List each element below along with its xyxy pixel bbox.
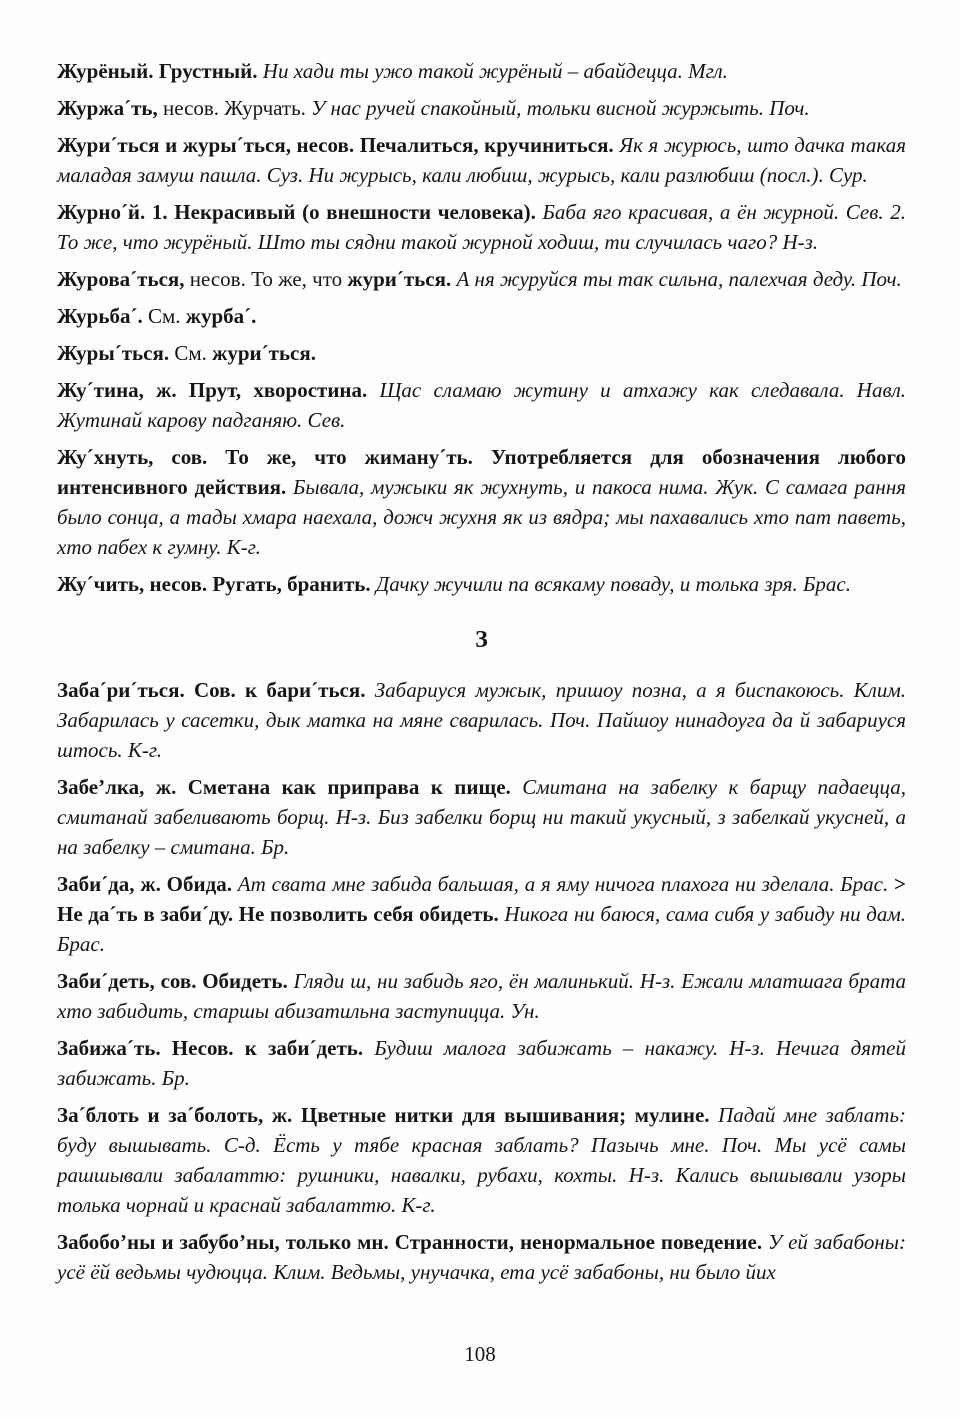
section-letter: З <box>475 627 488 653</box>
entry-segment: Жу´тина, ж. Прут, хворостина. <box>57 378 380 402</box>
entry-segment: За´блоть и за´болоть, ж. Цветные нитки для вышивания; мулине. <box>57 1103 719 1127</box>
entry-segment: Щас сламаю жутину и атхажу как следавала. Навл. Жутинай карову падганяю. Сев. <box>57 378 906 432</box>
entry-segment: Никога ни баюся, сама сибя у забиду ни дам. Брас. <box>57 902 906 956</box>
dictionary-entry <box>57 375 906 435</box>
entry-segment: Ат свата мне забида бальшая, а я яму ничога плахога ни зделала. Брас. <box>237 872 895 896</box>
entry-segment: Жу´хнуть, сов. То же, что жиману´ть. Употребляется для обозначения любого интенсивного действия. <box>57 445 906 499</box>
dictionary-entry <box>57 569 906 599</box>
entry-segment: Баба яго красивая, а ён журной. Сев. 2. То же, что журёный. Што ты сядни такой журной ходиш, ти случилась чаго? Н-з. <box>57 200 907 254</box>
entry-segment: А ня журуйся ты так сильна, палехчая деду. Поч. <box>456 267 902 291</box>
entry-segment: Дачку жучили па всякаму поваду, и толька зря. Брас. <box>375 572 851 596</box>
entry-segment: Забобо’ны и забубо’ны, только мн. Странности, ненормальное поведение. <box>57 1230 769 1254</box>
entry-segment: Журова´ться, <box>57 267 190 291</box>
entry-segment: Заба´ри´ться. Сов. к бари´ться. <box>57 678 375 702</box>
entry-segment: жури´ться. <box>347 267 457 291</box>
dictionary-entry <box>57 442 906 562</box>
entry-segment: Журёный. Грустный. <box>57 59 263 83</box>
dictionary-entry <box>57 1033 906 1093</box>
entry-segment: Журы´ться. <box>57 341 175 365</box>
entry-segment: См. <box>147 304 186 328</box>
dictionary-entry <box>57 966 906 1026</box>
page-number: 108 <box>464 1342 496 1366</box>
entry-segment: несов. То же, что <box>189 267 348 291</box>
dictionary-entry <box>57 301 906 331</box>
entry-segment: Жу´чить, несов. Ругать, бранить. <box>57 572 376 596</box>
entry-segment: Гляди ш, ни забидь яго, ён малинький. Н-з. Ежали млатшага брата хто забидить, старшы абизатильна заступицца. Ун. <box>57 969 906 1023</box>
dictionary-entry <box>57 197 906 257</box>
dictionary-entry <box>57 130 906 190</box>
entry-segment: Журьба´. <box>57 304 148 328</box>
dictionary-entry <box>57 1100 906 1220</box>
dictionary-entry <box>57 264 906 294</box>
entry-segment: Журно´й. 1. Некрасивый (о внешности человека). <box>57 200 543 224</box>
entry-segment: Журжа´ть, <box>57 96 163 120</box>
dictionary-entry <box>57 772 906 862</box>
entry-segment: Ни хади ты ужо такой журёный – абайдецца. Мгл. <box>262 59 728 83</box>
entry-segment: несов. Журчать. <box>162 96 312 120</box>
entry-segment: журба´. <box>185 304 257 328</box>
entry-segment: Бывала, мужыки як жухнуть, и пакоса нима. Жук. С самага рання было сонца, а тады хмара наехала, дожч жухня як из вядра; мы пахавались хто пат паветь, хто пабех к гумну. К-г. <box>57 475 906 559</box>
dictionary-entry <box>57 93 906 123</box>
entry-segment: > Не да´ть в заби´ду. Не позволить себя обидеть. <box>57 872 906 926</box>
entry-segment: У ей забабоны: усё ёй ведьмы чудюцца. Клим. Ведьмы, унучачка, ета усё забабоны, ни было йих <box>57 1230 906 1284</box>
entry-segment: жури´ться. <box>212 341 316 365</box>
entry-segment: У нас ручей спакойный, тольки висной журжыть. Поч. <box>311 96 810 120</box>
entry-segment: Забе’лка, ж. Сметана как приправа к пище. <box>57 775 523 799</box>
dictionary-entry <box>57 56 906 86</box>
dictionary-entry <box>57 1227 906 1287</box>
entry-segment: См. <box>174 341 213 365</box>
entry-segment: Падай мне заблать: буду вышывать. С-д. Ёсть у тябе красная заблать? Пазычь мне. Поч. Мы усё самы рашшывали забалаттю: рушники, навалки, рубахи, кохты. Н-з. Кались вышывали узоры толька чорнай и краснай забалаттю. К-г. <box>57 1103 906 1217</box>
entry-segment: Заби´да, ж. Обида. <box>57 872 238 896</box>
entry-segment: Заби´деть, сов. Обидеть. <box>57 969 294 993</box>
entry-segment: Як я журюсь, што дачка такая маладая замуш пашла. Суз. Ни журысь, кали любиш, журысь, кали разлюбиш (посл.). Сур. <box>57 133 906 187</box>
entry-segment: Жури´ться и журы´ться, несов. Печалиться, кручиниться. <box>57 133 620 157</box>
dictionary-entry <box>57 869 906 959</box>
entry-segment: Забариуся мужык, пришоу позна, а я биспакоюсь. Клим. Забарилась у сасетки, дык матка на мяне сварилась. Поч. Пайшоу нинадоуга да й забариуся штось. К-г. <box>57 678 906 762</box>
entry-segment: Будиш малога забижать – накажу. Н-з. Нечига дятей забижать. Бр. <box>57 1036 907 1090</box>
entry-segment: Забижа´ть. Несов. к заби´деть. <box>57 1036 375 1060</box>
entry-segment: Смитана на забелку к барщу падаецца, смитанай забеливають борщ. Н-з. Биз забелки борщ ни такий укусный, з забелкай укусней, а на забелку – смитана. Бр. <box>57 775 906 859</box>
dictionary-entry <box>57 338 906 368</box>
dictionary-entry <box>57 675 906 765</box>
